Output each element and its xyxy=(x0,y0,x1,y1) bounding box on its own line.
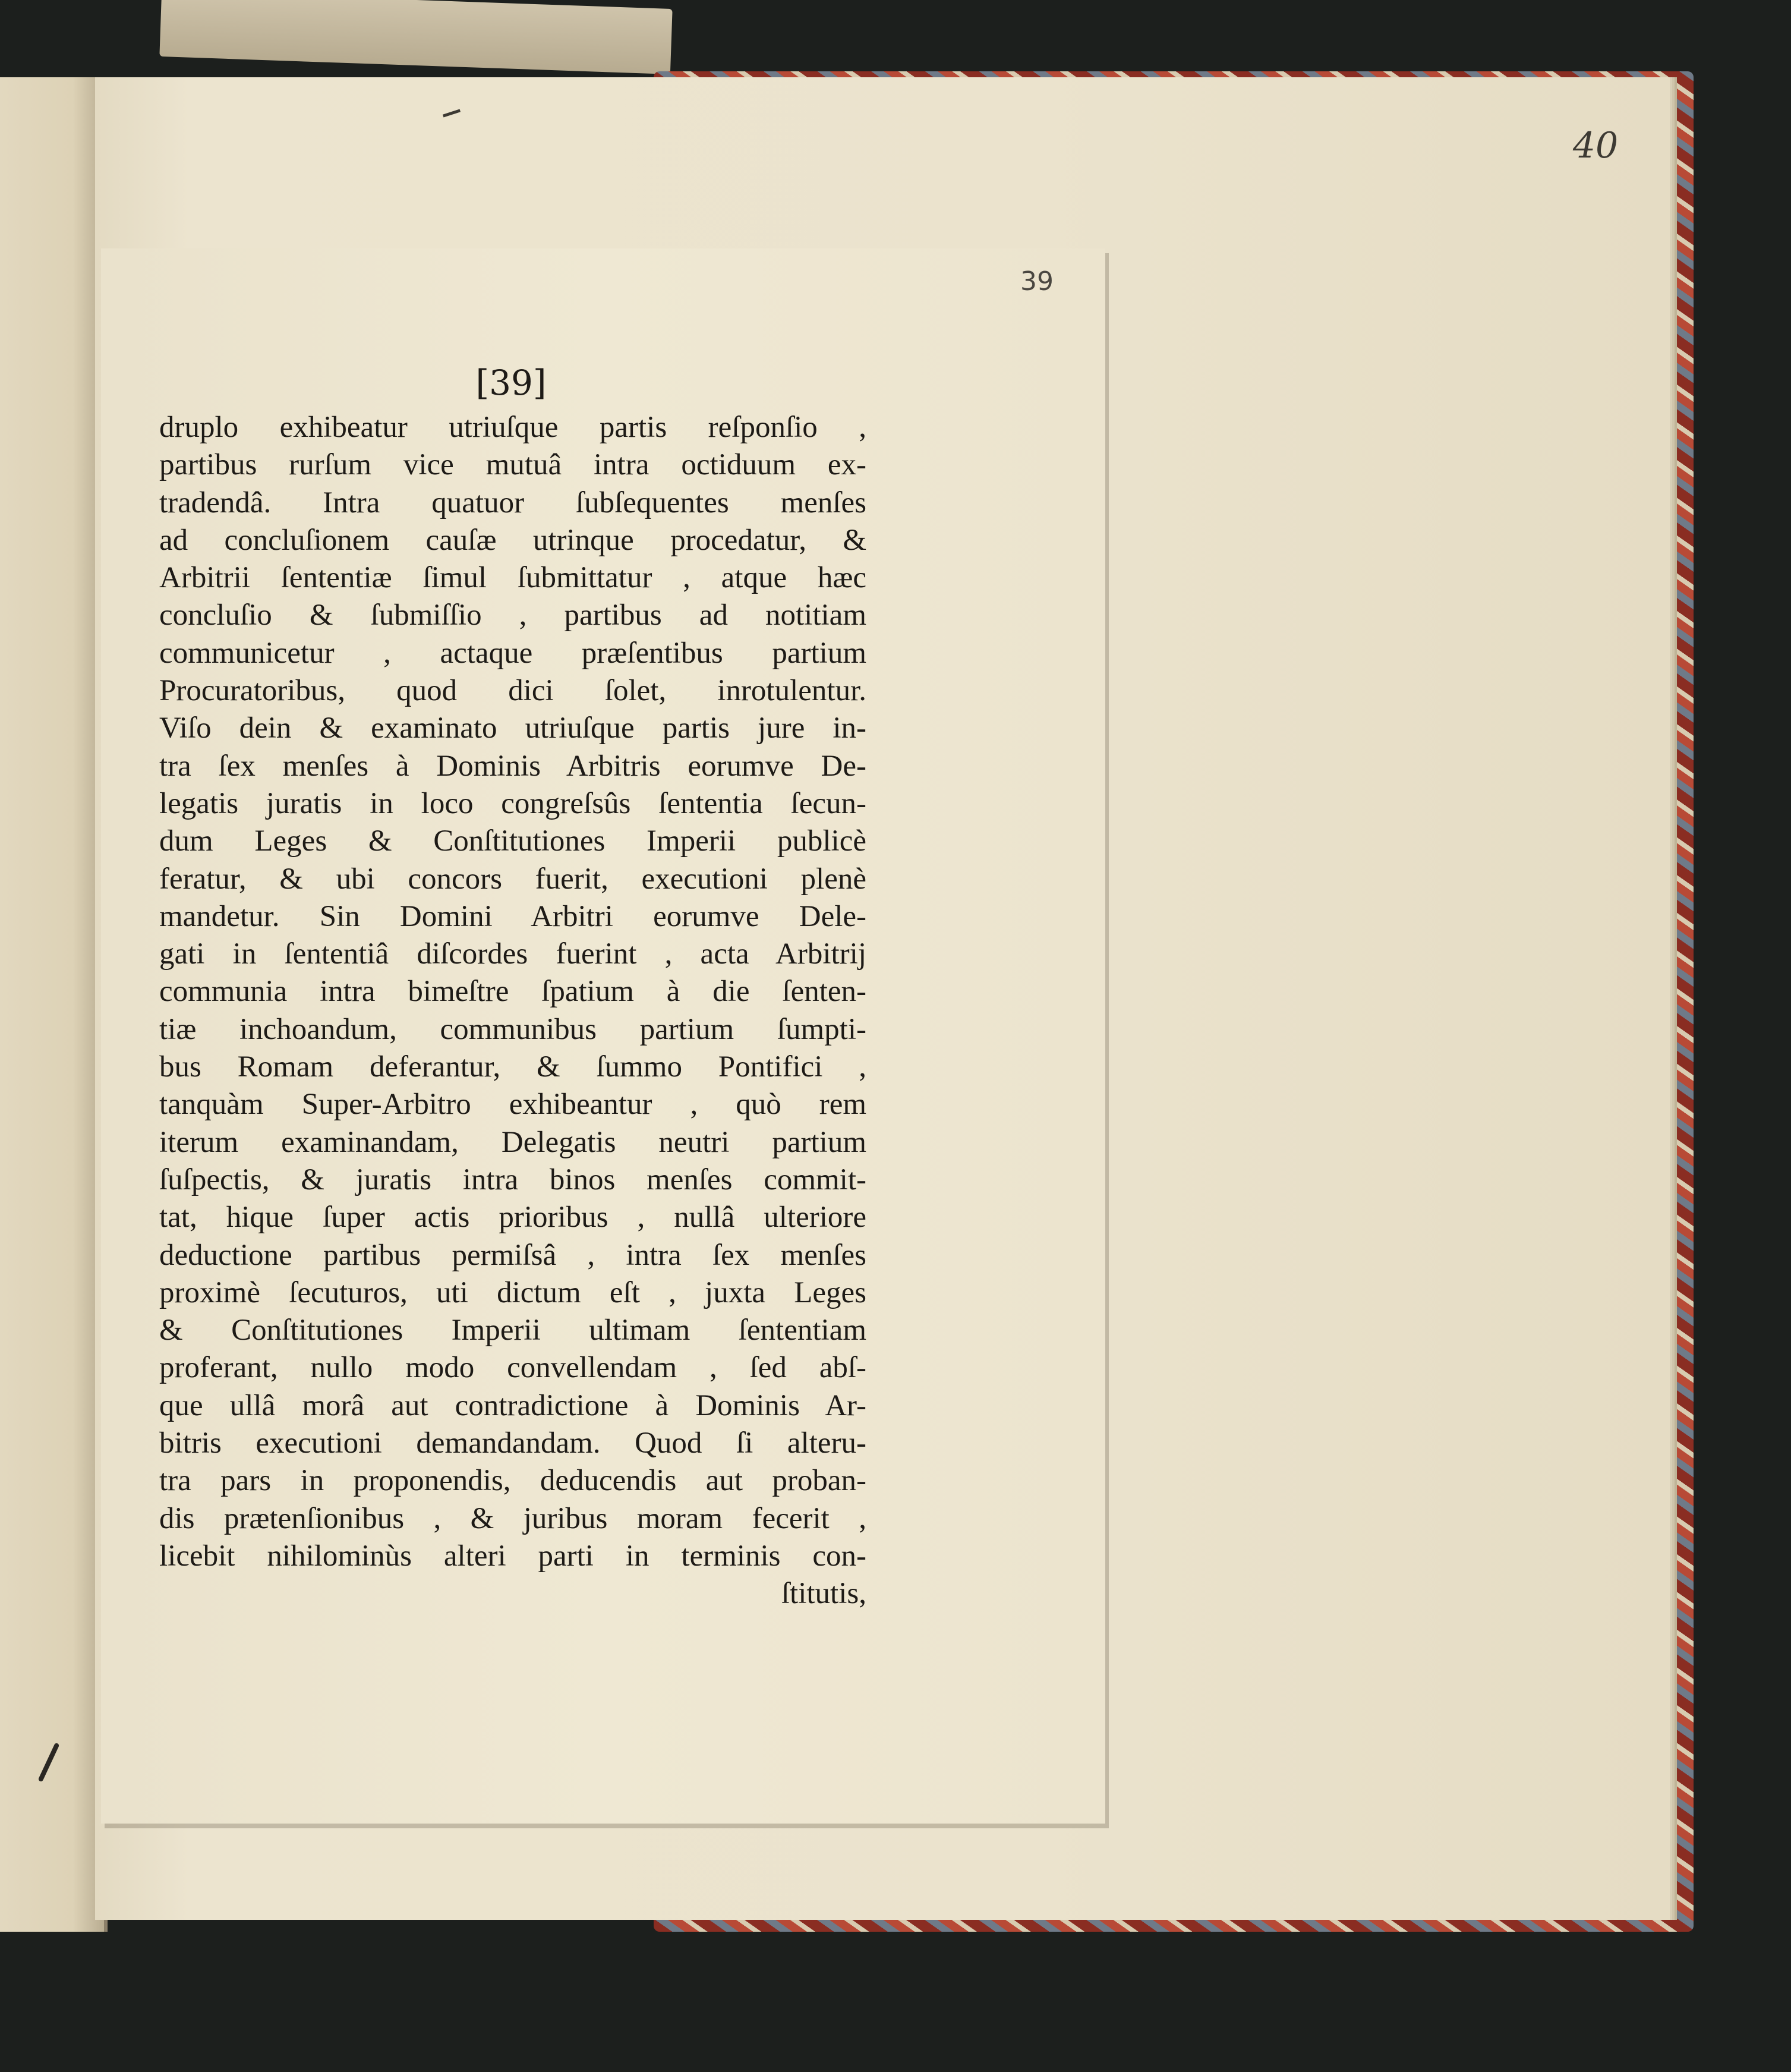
text-line: feratur, & ubi concors fuerit, executioni plenè xyxy=(159,862,866,896)
text-line: tradendâ. Intra quatuor ſubſequentes menſes xyxy=(159,486,866,519)
text-line: mandetur. Sin Domini Arbitri eorumve Dele- xyxy=(159,899,866,933)
text-line: tanquàm Super-Arbitro exhibeantur , quò rem xyxy=(159,1088,866,1122)
text-line: tra ſex menſes à Dominis Arbitris eorumve De- xyxy=(159,749,866,783)
text-line: communia intra bimeſtre ſpatium à die ſenten- xyxy=(159,975,866,1009)
text-line: iterum examinandam, Delegatis neutri partium xyxy=(159,1125,866,1159)
text-line: tiæ inchoandum, communibus partium ſumpti- xyxy=(159,1012,866,1046)
text-line: tra pars in proponendis, deducendis aut proban- xyxy=(159,1464,866,1498)
text-line: druplo exhibeatur utriuſque partis reſponſio , xyxy=(159,411,866,444)
text-line: que ullâ morâ aut contradictione à Dominis Ar- xyxy=(159,1388,866,1422)
text-line: concluſio & ſubmiſſio , partibus ad notitiam xyxy=(159,599,866,632)
text-line: communicetur , actaque præſentibus partium xyxy=(159,636,866,670)
text-line: gati in ſententiâ diſcordes fuerint , acta Arbitrij xyxy=(159,937,866,971)
text-line: legatis juratis in loco congreſsûs ſententia ſecun- xyxy=(159,786,866,820)
text-line: deductione partibus permiſsâ , intra ſex menſes xyxy=(159,1238,866,1272)
text-line: proferant, nullo modo convellendam , ſed abſ- xyxy=(159,1351,866,1385)
body-text xyxy=(159,409,866,1613)
text-line: bus Romam deferantur, & ſummo Pontifici , xyxy=(159,1050,866,1084)
text-line: Arbitrii ſententiæ ſimul ſubmittatur , atque hæc xyxy=(159,561,866,595)
catchword: ſtitutis, xyxy=(781,1577,866,1611)
left-page xyxy=(0,77,108,1932)
text-line: ſuſpectis, & juratis intra binos menſes commit- xyxy=(159,1163,866,1196)
text-line: partibus rurſum vice mutuâ intra octiduum ex- xyxy=(159,448,866,482)
text-line: Procuratoribus, quod dici ſolet, inrotulentur. xyxy=(159,674,866,708)
text-line: & Conſtitutiones Imperii ultimam ſententiam xyxy=(159,1314,866,1347)
text-line: bitris executioni demandandam. Quod ſi alteru- xyxy=(159,1427,866,1460)
text-line: licebit nihilominùs alteri parti in terminis con- xyxy=(159,1539,866,1573)
sheet-pencil-number: 39 xyxy=(1020,266,1054,297)
text-line: tat, hique ſuper actis prioribus , nullâ ulteriore xyxy=(159,1201,866,1235)
leaf-number: 40 xyxy=(1572,125,1619,166)
text-line: proximè ſecuturos, uti dictum eſt , juxta Leges xyxy=(159,1276,866,1309)
paper-tab xyxy=(159,0,672,74)
text-line: dum Leges & Conſtitutiones Imperii publicè xyxy=(159,824,866,858)
text-line: dis prætenſionibus , & juribus moram fecerit , xyxy=(159,1501,866,1535)
page-header: [39] xyxy=(475,363,547,403)
text-line: Viſo dein & examinato utriuſque partis jure in- xyxy=(159,711,866,745)
text-line: ad concluſionem cauſæ utrinque procedatur, & xyxy=(159,523,866,557)
